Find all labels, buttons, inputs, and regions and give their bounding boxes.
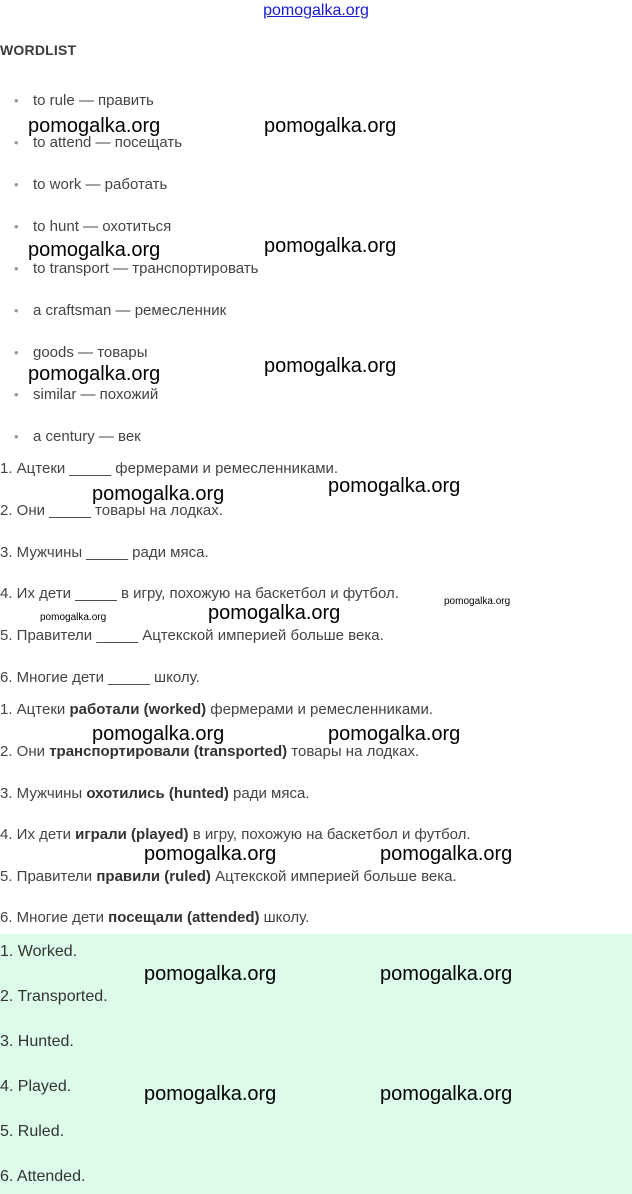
filled-line: 2. Они транспортировали (transported) товары на лодках. (0, 743, 420, 760)
filled-line: 3. Мужчины охотились (hunted) ради мяса. (0, 785, 310, 802)
bullet-icon: • (14, 303, 19, 318)
answer-line: 3. Hunted. (0, 1033, 74, 1050)
wordlist-item-text: goods — товары (33, 344, 148, 361)
watermark: pomogalka.org (144, 843, 277, 865)
watermark: pomogalka.org (40, 612, 107, 623)
wordlist-item (14, 176, 167, 193)
watermark: pomogalka.org (208, 602, 341, 624)
site-link[interactable]: pomogalka.org (263, 2, 369, 19)
wordlist-item (14, 260, 258, 277)
filled-answer: транспортировали (transported) (49, 743, 288, 760)
watermark: pomogalka.org (444, 596, 511, 607)
wordlist-item-text: to transport — транспортировать (33, 260, 259, 277)
exercise-line: 6. Многие дети _____ школу. (0, 669, 200, 686)
wordlist-heading: WORDLIST (0, 42, 77, 58)
bullet-icon: • (14, 429, 19, 444)
wordlist-item (14, 92, 154, 109)
wordlist-item (14, 302, 226, 319)
watermark: pomogalka.org (380, 1083, 513, 1105)
answer-line: 6. Attended. (0, 1168, 86, 1185)
bullet-icon: • (14, 93, 19, 108)
answer-line: 1. Worked. (0, 943, 78, 960)
exercise-line: 2. Они _____ товары на лодках. (0, 502, 223, 519)
filled-answer: правили (ruled) (96, 868, 211, 885)
wordlist-item-text: to attend — посещать (33, 134, 183, 151)
watermark: pomogalka.org (28, 239, 161, 261)
watermark: pomogalka.org (144, 963, 277, 985)
answer-line: 2. Transported. (0, 988, 108, 1005)
watermark: pomogalka.org (92, 723, 225, 745)
bullet-icon: • (14, 345, 19, 360)
bullet-icon: • (14, 387, 19, 402)
wordlist-item (14, 428, 141, 445)
wordlist-item-text: to rule — править (33, 92, 154, 109)
exercise-line: 3. Мужчины _____ ради мяса. (0, 544, 209, 561)
watermark: pomogalka.org (328, 723, 461, 745)
filled-line: 6. Многие дети посещали (attended) школу. (0, 909, 310, 926)
wordlist-item (14, 344, 148, 361)
wordlist-item-text: similar — похожий (33, 386, 159, 403)
filled-answer: работали (worked) (69, 701, 207, 718)
answer-line: 4. Played. (0, 1078, 72, 1095)
watermark: pomogalka.org (264, 235, 397, 257)
wordlist-item (14, 218, 171, 235)
watermark: pomogalka.org (144, 1083, 277, 1105)
exercise-line: 4. Их дети _____ в игру, похожую на баскетбол и футбол. (0, 585, 399, 602)
exercise-line: 5. Правители _____ Ацтекской империей больше века. (0, 627, 384, 644)
bullet-icon: • (14, 261, 19, 276)
bullet-icon: • (14, 177, 19, 192)
watermark: pomogalka.org (264, 115, 397, 137)
bullet-icon: • (14, 135, 19, 150)
filled-answer: посещали (attended) (108, 909, 260, 926)
filled-line: 1. Ацтеки работали (worked) фермерами и ремесленниками. (0, 701, 434, 718)
answer-line: 5. Ruled. (0, 1123, 65, 1140)
watermark: pomogalka.org (380, 843, 513, 865)
filled-answer: играли (played) (75, 826, 189, 843)
bullet-icon: • (14, 219, 19, 234)
wordlist-item-text: a craftsman — ремесленник (33, 302, 227, 319)
watermark: pomogalka.org (380, 963, 513, 985)
filled-answer: охотились (hunted) (86, 785, 229, 802)
wordlist-item (14, 386, 158, 403)
watermark: pomogalka.org (28, 363, 161, 385)
filled-line: 4. Их дети играли (played) в игру, похожую на баскетбол и футбол. (0, 826, 471, 843)
watermark: pomogalka.org (264, 355, 397, 377)
filled-line: 5. Правители правили (ruled) Ацтекской империей больше века. (0, 868, 457, 885)
watermark: pomogalka.org (92, 483, 225, 505)
answers-panel (0, 934, 632, 1194)
watermark: pomogalka.org (328, 475, 461, 497)
wordlist-item-text: a century — век (33, 428, 141, 445)
wordlist-item-text: to work — работать (33, 176, 168, 193)
watermark: pomogalka.org (28, 115, 161, 137)
wordlist-item-text: to hunt — охотиться (33, 218, 172, 235)
exercise-line: 1. Ацтеки _____ фермерами и ремесленниками. (0, 460, 339, 477)
